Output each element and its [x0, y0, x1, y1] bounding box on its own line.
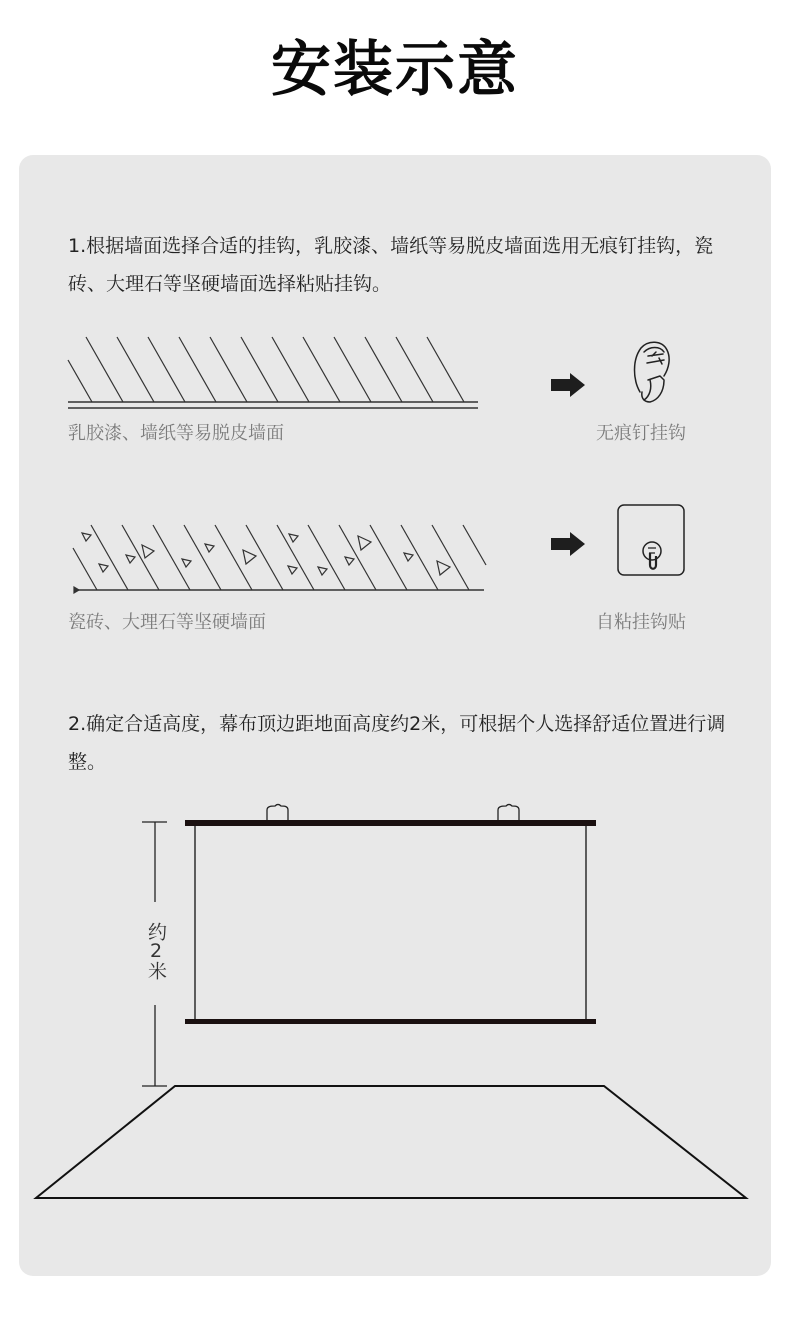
- step2-text: 2.确定合适高度，幕布顶边距地面高度约2米，可根据个人选择舒适位置进行调整。: [68, 713, 726, 773]
- painted-wall-caption: 乳胶漆、墙纸等易脱皮墙面: [68, 423, 284, 444]
- hard-wall-caption: 瓷砖、大理石等坚硬墙面: [68, 612, 266, 633]
- hard-wall-diagram: [73, 525, 486, 593]
- painted-wall-diagram: [68, 337, 478, 408]
- height-label: 约2米: [145, 922, 167, 979]
- right-arrow-icon: [551, 532, 585, 556]
- step1-text: 1.根据墙面选择合适的挂钩，乳胶漆、墙纸等易脱皮墙面选用无痕钉挂钩，瓷砖、大理石等坚硬墙面选择粘贴挂钩。: [68, 235, 714, 295]
- adhesive-hook-icon: [618, 505, 684, 575]
- adhesive-hook-caption: 自粘挂钩贴: [596, 612, 686, 633]
- screen-hook-left: [267, 805, 288, 821]
- traceless-nail-hook-icon: [635, 342, 670, 402]
- screen-hook-right: [498, 805, 519, 821]
- floor-diagram: [36, 1086, 746, 1198]
- projector-screen: [185, 805, 596, 1025]
- page-title: 安装示意: [271, 35, 519, 105]
- right-arrow-icon: [551, 373, 585, 397]
- traceless-hook-caption: 无痕钉挂钩: [596, 423, 686, 444]
